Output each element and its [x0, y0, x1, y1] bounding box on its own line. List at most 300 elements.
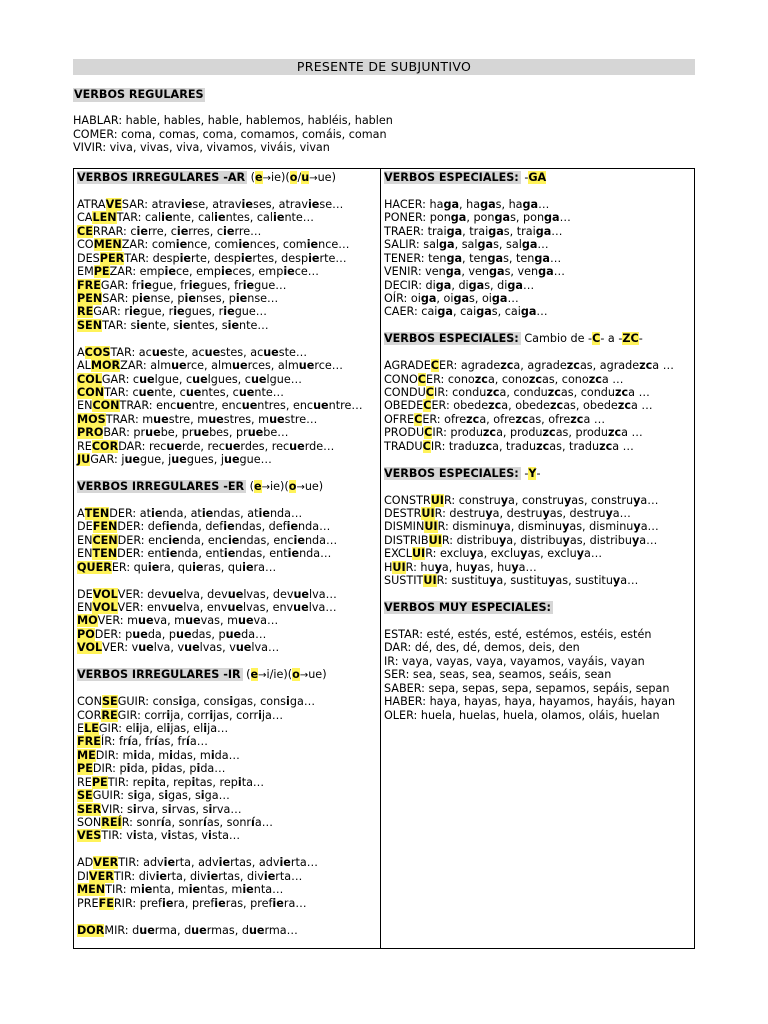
- text-segment: (: [246, 480, 255, 494]
- text-segment: EN: [77, 399, 93, 413]
- text-segment: lvas, dev: [243, 587, 294, 601]
- text-segment: A: [77, 506, 85, 520]
- text-segment: a, distribu: [506, 533, 563, 547]
- heading-label: VERBOS IRREGULARES -IR: [77, 668, 241, 682]
- text-segment: zc: [466, 412, 480, 426]
- text-segment: ga, s: [137, 789, 165, 803]
- highlighted-text: VER: [88, 869, 114, 883]
- text-segment: lva, dev: [183, 587, 228, 601]
- text-segment: zc: [550, 399, 564, 413]
- page-title: PRESENTE DE SUBJUNTIVO: [73, 59, 695, 75]
- text-segment: das, m: [173, 748, 211, 762]
- verb-line: [384, 225, 675, 238]
- text-segment: ue): [308, 668, 327, 682]
- text-segment: ie: [147, 560, 160, 574]
- text-segment: s, ten: [503, 251, 535, 265]
- text-segment: i: [178, 695, 183, 709]
- text-segment: as, fr: [157, 735, 187, 749]
- verb-line: [77, 305, 363, 318]
- text-segment: ga: [420, 291, 437, 305]
- verb-line: [384, 507, 675, 520]
- text-segment: DISTRIB: [384, 533, 429, 547]
- verb-line: [77, 507, 363, 520]
- text-segment: ie: [286, 520, 299, 534]
- text-segment: R: constru: [443, 493, 501, 507]
- verb-line: [77, 641, 363, 654]
- text-segment: sta…: [211, 829, 241, 843]
- text-segment: a…: [584, 547, 603, 561]
- text-segment: da, m: [137, 748, 170, 762]
- text-segment: …: [551, 224, 563, 238]
- text-segment: ie: [139, 291, 151, 305]
- text-segment: í: [127, 735, 132, 749]
- highlighted-text: e: [254, 480, 262, 494]
- text-segment: ie: [221, 265, 233, 279]
- text-segment: ga: [446, 224, 463, 238]
- verb-line: [77, 749, 363, 762]
- verb-line: [77, 735, 363, 748]
- text-segment: VENIR: ven: [384, 265, 446, 279]
- text-segment: zc: [615, 386, 629, 399]
- text-segment: as, obede: [563, 399, 618, 413]
- text-segment: ta…: [241, 775, 265, 789]
- text-segment: R: hu: [405, 560, 435, 574]
- text-segment: - a -: [600, 332, 623, 346]
- text-segment: ie: [214, 896, 226, 910]
- text-segment: TIR: v: [101, 829, 133, 843]
- verb-line: [77, 279, 363, 292]
- verb-line: [77, 238, 363, 251]
- verb-line: [77, 856, 363, 869]
- text-segment: y: [500, 493, 508, 507]
- spacer: [384, 614, 675, 627]
- text-segment: ie: [180, 197, 193, 211]
- highlighted-text: COR: [91, 439, 119, 453]
- text-segment: DES: [77, 251, 100, 265]
- text-segment: da…: [214, 748, 240, 762]
- highlighted-text: C: [592, 332, 601, 346]
- text-segment: ue: [124, 453, 140, 467]
- text-segment: zc: [570, 412, 584, 426]
- text-segment: rta…: [275, 869, 303, 883]
- text-segment: DER: def: [117, 520, 166, 534]
- text-segment: a …: [621, 426, 643, 440]
- text-segment: i: [169, 748, 174, 762]
- text-segment: y: [489, 574, 497, 588]
- text-segment: ue: [293, 587, 310, 601]
- text-segment: VER: m: [97, 614, 139, 628]
- verb-line: [77, 695, 363, 708]
- text-segment: nda, ent: [177, 547, 224, 561]
- text-segment: i: [167, 802, 172, 816]
- section-heading: [77, 171, 363, 184]
- text-segment: ga: [439, 238, 455, 252]
- text-segment: s, sal: [493, 238, 522, 252]
- text-segment: y: [434, 560, 442, 574]
- verb-line: [77, 883, 363, 896]
- text-segment: be…: [263, 426, 289, 440]
- highlighted-text: CEN: [92, 533, 118, 547]
- text-segment: ie: [241, 197, 253, 211]
- text-segment: DIR: m: [95, 748, 134, 762]
- verb-line: [384, 655, 675, 668]
- text-segment: stes, ac: [220, 345, 264, 359]
- verb-line: [77, 440, 363, 453]
- text-segment: ga…: [289, 695, 316, 709]
- text-segment: ÍR: fr: [100, 735, 128, 749]
- text-segment: ue: [185, 614, 201, 628]
- text-segment: se…: [319, 197, 344, 211]
- verb-line: [384, 265, 675, 278]
- text-segment: as, disminu: [569, 520, 634, 534]
- text-segment: zc: [486, 386, 500, 399]
- text-segment: ie: [242, 560, 254, 574]
- text-segment: CONDU: [384, 386, 426, 399]
- text-segment: rce…: [314, 359, 343, 373]
- highlighted-text: RE: [77, 305, 94, 319]
- verb-line: [77, 924, 363, 937]
- text-segment: ue: [171, 359, 187, 373]
- text-segment: ue: [153, 412, 169, 426]
- text-segment: rta…: [290, 856, 318, 870]
- text-segment: ga: [480, 197, 496, 211]
- text-segment: a, constru: [508, 493, 564, 507]
- text-segment: da, p: [147, 627, 176, 641]
- text-segment: …: [553, 265, 565, 279]
- spacer: [77, 467, 363, 480]
- text-segment: ga: [534, 251, 550, 265]
- text-segment: y: [485, 506, 493, 520]
- verb-line: [77, 776, 363, 789]
- text-segment: rte…: [319, 251, 347, 265]
- text-segment: ie: [165, 520, 178, 534]
- verb-line: [384, 413, 675, 426]
- text-segment: ie: [242, 883, 254, 897]
- text-segment: rce, alm: [186, 359, 233, 373]
- section-heading: [384, 601, 675, 614]
- text-segment: nte…: [254, 386, 284, 399]
- verb-line: [384, 373, 675, 386]
- text-segment: ie: [155, 869, 167, 883]
- text-segment: ue: [293, 601, 309, 614]
- text-segment: ue: [193, 426, 210, 440]
- spacer: [77, 682, 363, 695]
- text-segment: ie: [150, 506, 163, 520]
- text-segment: nte…: [239, 318, 269, 332]
- text-segment: y: [511, 560, 519, 574]
- spacer: [384, 346, 675, 359]
- text-segment: ta, rep: [154, 775, 192, 789]
- text-segment: ra, qu: [159, 560, 193, 574]
- highlighted-text: UI: [430, 493, 444, 507]
- text-segment: a, ofre: [479, 412, 516, 426]
- text-segment: TRAR: m: [105, 412, 154, 426]
- text-segment: ue: [204, 345, 221, 359]
- text-segment: y: [612, 574, 621, 588]
- text-segment: rmas, d: [206, 923, 249, 937]
- highlighted-text: FEN: [92, 520, 118, 534]
- text-segment: gas, s: [168, 789, 201, 803]
- highlighted-text: C: [423, 399, 432, 413]
- heading-label: VERBOS IRREGULARES -ER: [77, 480, 245, 494]
- text-segment: HABER: haya, hayas, haya, hayamos, hayáis, hayan: [384, 695, 676, 709]
- text-segment: zc: [474, 372, 488, 386]
- spacer: [77, 184, 363, 197]
- text-segment: gue, j: [140, 453, 172, 467]
- text-segment: as, cono: [542, 372, 589, 386]
- verb-line: [77, 399, 363, 412]
- text-segment: rre, c: [147, 224, 177, 238]
- verb-line: [77, 816, 363, 829]
- text-segment: stre…: [284, 412, 318, 426]
- text-segment: ie: [227, 318, 240, 332]
- text-segment: ue: [138, 614, 154, 628]
- text-segment: ie: [227, 533, 240, 547]
- text-segment: zc: [588, 372, 602, 386]
- text-segment: lva…: [251, 641, 280, 655]
- text-segment: y: [631, 533, 640, 547]
- text-segment: nda…: [304, 533, 338, 547]
- verb-line: [77, 803, 363, 816]
- verb-line: [77, 722, 363, 735]
- text-segment: -: [520, 171, 529, 184]
- text-segment: R: exclu: [425, 547, 470, 561]
- text-segment: lvas, v: [199, 641, 236, 655]
- text-segment: nda…: [299, 547, 332, 561]
- highlighted-text: MOS: [77, 412, 106, 426]
- text-segment: ue: [232, 359, 248, 373]
- text-segment: a, tradu: [492, 439, 537, 453]
- verb-line: [384, 211, 675, 224]
- text-segment: R: sustitu: [436, 574, 490, 588]
- text-segment: PRODU: [384, 426, 425, 440]
- verb-line: [77, 588, 363, 601]
- text-segment: TIR: rep: [107, 775, 151, 789]
- text-segment: →: [309, 173, 318, 184]
- text-segment: i: [286, 695, 290, 709]
- text-segment: nte, s: [147, 318, 180, 332]
- highlighted-text: COS: [84, 345, 111, 359]
- text-segment: rde…: [304, 439, 335, 453]
- verb-line: [384, 252, 675, 265]
- text-segment: ie: [184, 291, 196, 305]
- text-segment: ie: [223, 547, 236, 561]
- highlighted-text: UI: [423, 574, 437, 588]
- highlighted-text: VOL: [77, 641, 103, 655]
- text-segment: DESTR: [384, 506, 422, 520]
- highlighted-text: UI: [411, 547, 426, 561]
- text-segment: ER: obede: [431, 399, 489, 413]
- text-segment: y: [562, 520, 570, 534]
- text-segment: ga: [468, 278, 485, 292]
- text-segment: nse…: [247, 291, 279, 305]
- verb-line: [77, 829, 363, 842]
- highlighted-text: C: [424, 426, 433, 440]
- verb-line: [384, 628, 675, 641]
- text-segment: GAR: j: [90, 453, 125, 467]
- text-segment: a…: [640, 493, 659, 507]
- highlighted-text: MEN: [93, 238, 122, 252]
- text-segment: ie: [272, 896, 284, 910]
- verb-line: [77, 346, 363, 359]
- text-segment: VER: dev: [117, 587, 168, 601]
- verb-line: [77, 561, 363, 574]
- text-segment: a, exclu: [476, 547, 521, 561]
- verb-line: [384, 279, 675, 292]
- text-segment: ue: [167, 601, 184, 614]
- text-segment: i: [258, 708, 262, 722]
- text-segment: …: [559, 211, 571, 225]
- highlighted-text: TEN: [92, 547, 118, 561]
- text-segment: ie: [306, 238, 319, 252]
- heading-label: VERBOS ESPECIALES:: [384, 171, 519, 184]
- text-segment: ras, pref: [225, 896, 273, 910]
- highlighted-text: QUER: [77, 560, 112, 574]
- text-segment: DER: p: [94, 627, 133, 641]
- text-segment: , oi: [436, 291, 454, 305]
- highlighted-text: UI: [421, 506, 435, 520]
- text-segment: ie: [161, 211, 173, 225]
- text-segment: gues, fr: [200, 278, 243, 292]
- heading-label: VERBOS ESPECIALES:: [384, 466, 519, 480]
- text-segment: stas, v: [171, 829, 209, 843]
- text-segment: y: [469, 547, 477, 561]
- section-heading: [77, 480, 363, 493]
- highlighted-text: PEN: [77, 291, 103, 305]
- text-segment: gue, r: [140, 305, 174, 319]
- text-segment: ste…: [278, 345, 308, 359]
- verb-line: [77, 789, 363, 802]
- text-segment: ue: [138, 641, 154, 655]
- text-segment: TRAER: trai: [384, 224, 447, 238]
- text-segment: …: [549, 251, 562, 265]
- text-segment: ndas, at: [213, 506, 259, 520]
- highlighted-text: FE: [98, 896, 114, 910]
- text-segment: y: [496, 520, 504, 534]
- text-segment: as, destru: [549, 506, 606, 520]
- text-segment: a, cono: [487, 372, 529, 386]
- verb-line: [77, 292, 363, 305]
- highlighted-text: CE: [77, 224, 93, 238]
- text-segment: nce, com: [187, 238, 239, 252]
- text-segment: ue: [223, 453, 240, 467]
- text-segment: EN: [77, 547, 93, 561]
- text-segment: rre…: [234, 224, 262, 238]
- text-segment: ue: [298, 359, 315, 373]
- highlighted-text: ZC: [622, 332, 639, 346]
- section-heading: [77, 668, 363, 681]
- text-segment: rma…: [264, 923, 298, 937]
- highlighted-text: SEN: [77, 318, 103, 332]
- text-segment: y: [562, 533, 570, 547]
- text-segment: ATRA: [77, 197, 106, 211]
- text-segment: ue: [191, 923, 207, 937]
- text-segment: ntres, enc: [257, 399, 314, 413]
- highlighted-text: RE: [101, 708, 118, 722]
- text-segment: s, cai: [491, 305, 521, 319]
- text-segment: ra…: [283, 896, 307, 910]
- text-segment: GIR: corr: [117, 708, 167, 722]
- text-segment: E: [77, 721, 85, 735]
- verb-line: [77, 534, 363, 547]
- text-segment: ndas, def: [234, 520, 287, 534]
- text-segment: PRE: [77, 896, 99, 910]
- text-segment: ie: [273, 211, 285, 225]
- text-segment: PONER: pon: [384, 211, 451, 225]
- text-segment: nta, m: [152, 883, 189, 897]
- text-segment: ie: [201, 506, 214, 520]
- text-segment: ja, corr: [170, 708, 210, 722]
- verb-line: [77, 225, 363, 238]
- text-segment: DISMIN: [384, 520, 425, 534]
- text-segment: ga: [446, 251, 463, 265]
- highlighted-text: FRE: [77, 278, 101, 292]
- text-segment: AGRADE: [384, 359, 431, 373]
- text-segment: SAR: p: [102, 291, 140, 305]
- verb-line: [384, 574, 675, 587]
- text-segment: SER: sea, seas, sea, seamos, seáis, sean: [384, 668, 612, 682]
- text-segment: A: [77, 345, 85, 359]
- spacer: [77, 494, 363, 507]
- highlighted-text: u: [301, 171, 310, 184]
- highlighted-text: LE: [84, 721, 99, 735]
- column-divider: [380, 168, 381, 949]
- text-segment: y: [520, 547, 528, 561]
- highlighted-text: e: [255, 171, 263, 184]
- text-segment: AD: [77, 856, 94, 870]
- highlighted-text: COL: [77, 372, 102, 386]
- text-segment: DAR: dé, des, dé, demos, deis, den: [384, 641, 580, 655]
- text-segment: TAR: cal: [116, 211, 162, 225]
- text-segment: CA: [77, 211, 93, 225]
- text-segment: as, sonr: [206, 816, 252, 829]
- text-segment: zc: [599, 439, 613, 453]
- text-segment: se, atrav: [192, 197, 242, 211]
- verb-line: [77, 614, 363, 627]
- text-segment: ga: [507, 278, 523, 292]
- spacer: [77, 574, 363, 587]
- text-segment: rres, c: [188, 224, 224, 238]
- text-segment: ue: [269, 412, 285, 426]
- text-segment: …: [538, 197, 550, 211]
- text-segment: a, hu: [441, 560, 471, 574]
- text-segment: rta, adv: [175, 856, 219, 870]
- text-segment: ZAR: com: [121, 238, 176, 252]
- text-segment: nse, p: [150, 291, 185, 305]
- text-segment: ie: [140, 883, 153, 897]
- text-segment: va, m: [153, 614, 186, 628]
- verb-line: [384, 641, 675, 654]
- verb-line: [77, 897, 363, 910]
- text-segment: ue: [139, 923, 155, 937]
- spacer: [384, 319, 675, 332]
- text-segment: ga: [544, 211, 560, 225]
- highlighted-text: ME: [77, 748, 96, 762]
- text-segment: a…: [254, 816, 273, 829]
- text-segment: ga…: [204, 789, 230, 803]
- text-segment: as, hu: [477, 560, 512, 574]
- text-segment: ga: [521, 238, 538, 252]
- text-segment: zc: [639, 359, 653, 373]
- regular-verb-line: VIVIR: viva, vivas, viva, vivamos, viváis, vivan: [73, 141, 330, 155]
- text-segment: a…: [639, 533, 658, 547]
- text-segment: DER: enc: [117, 533, 169, 547]
- text-segment: a, condu: [499, 386, 548, 399]
- text-segment: →: [258, 670, 267, 682]
- text-segment: i: [166, 708, 171, 722]
- text-segment: a …: [601, 372, 624, 386]
- regular-verb-line: HABLAR: hable, hables, hable, hablemos, habléis, hablen: [73, 114, 393, 127]
